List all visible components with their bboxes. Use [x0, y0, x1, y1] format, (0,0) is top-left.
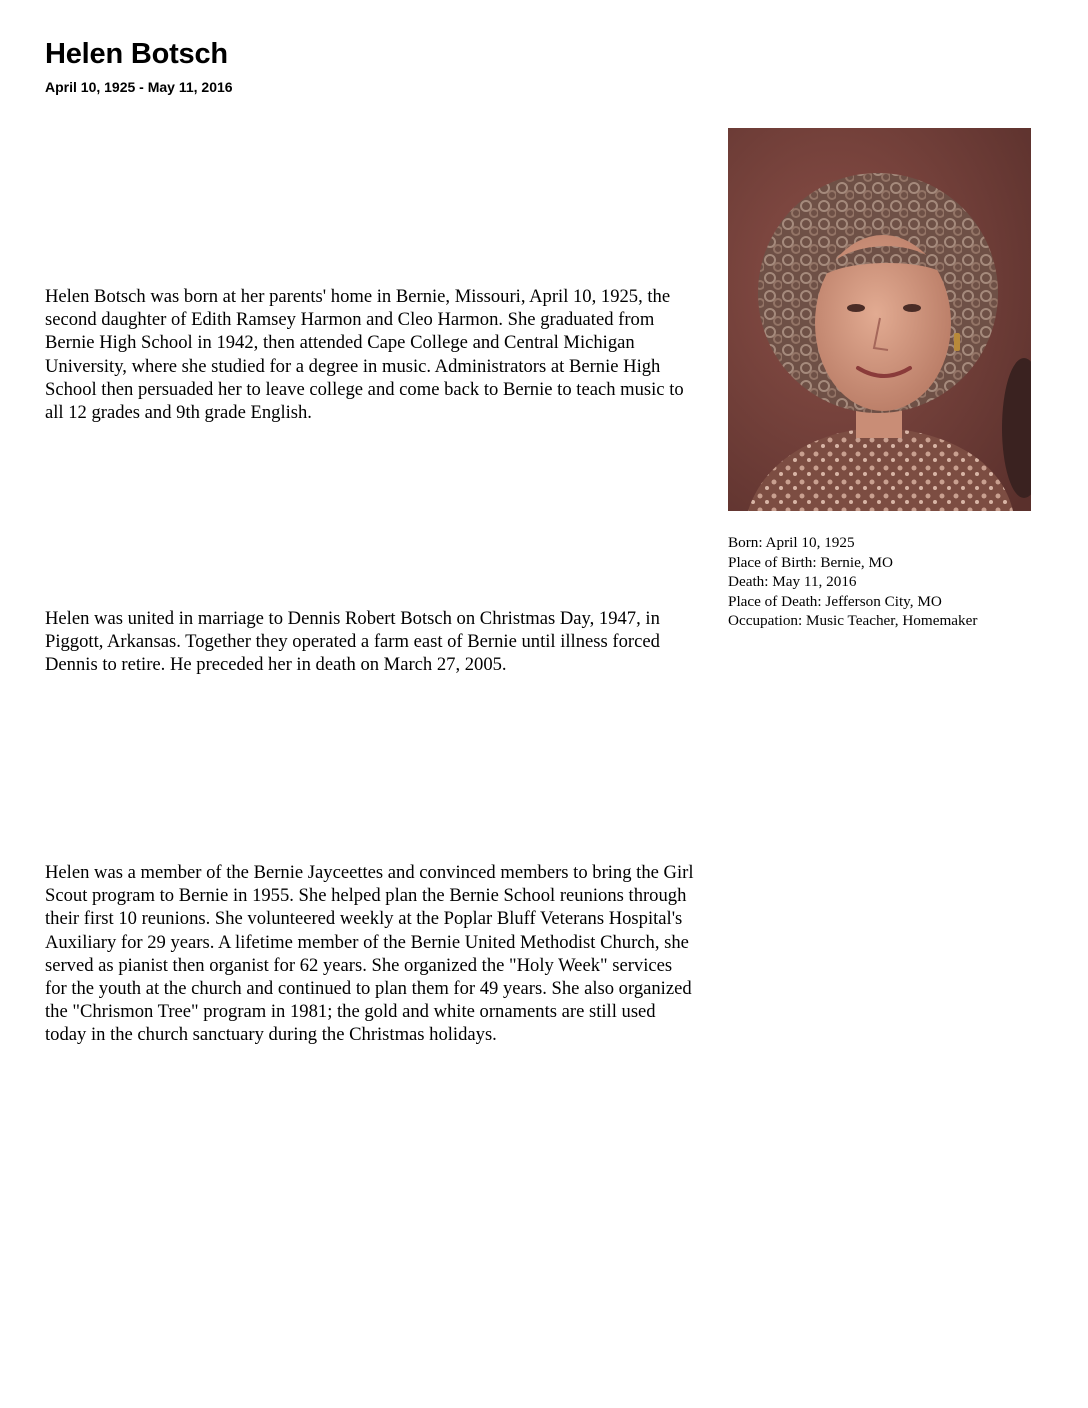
- fact-occupation: Occupation: Music Teacher, Homemaker: [728, 612, 978, 630]
- right-eye: [903, 304, 921, 312]
- life-dates: April 10, 1925 - May 11, 2016: [45, 79, 233, 95]
- biography-paragraph-2: Helen was united in marriage to Dennis Robert Botsch on Christmas Day, 1947, in Piggott, Arkansas. Together they operated a farm east of Bernie until illness forced Dennis to retire. He preceded her in death on March 27, 2005.: [45, 608, 660, 676]
- fact-born: Born: April 10, 1925: [728, 534, 855, 551]
- portrait-photo: [728, 128, 1031, 511]
- fact-place-of-death: Place of Death: Jefferson City, MO: [728, 592, 942, 610]
- earring: [954, 333, 960, 351]
- obituary-name: Helen Botsch: [45, 38, 228, 70]
- left-eye: [847, 304, 865, 312]
- biography-paragraph-3: Helen was a member of the Bernie Jayceettes and convinced members to bring the Girl Scout program to Bernie in 1955. She helped plan the Bernie School reunions through their first 10 reunions. She volunteered weekly at the Poplar Bluff Veterans Hospital's Auxiliary for 29 years. A lifetime member of the Bernie United Methodist Church, she served as pianist then organist for 62 years. She organized the "Holy Week" services for the youth at the church and continued to plan them for 49 years. She also organized the "Chrismon Tree" program in 1981; the gold and white ornaments are still used today in the church sanctuary during the Christmas holidays.: [45, 862, 694, 1046]
- fact-death: Death: May 11, 2016: [728, 573, 857, 591]
- fact-place-of-birth: Place of Birth: Bernie, MO: [728, 553, 893, 571]
- portrait-illustration: [728, 128, 1031, 511]
- biography-paragraph-1: Helen Botsch was born at her parents' home in Bernie, Missouri, April 10, 1925, the second daughter of Edith Ramsey Harmon and Cleo Harmon. She graduated from Bernie High School in 1942, then attended Cape College and Central Michigan University, where she studied for a degree in music. Administrators at Bernie High School then persuaded her to leave college and come back to Bernie to teach music to all 12 grades and 9th grade English.: [45, 286, 684, 424]
- vital-facts-list: [728, 533, 1068, 631]
